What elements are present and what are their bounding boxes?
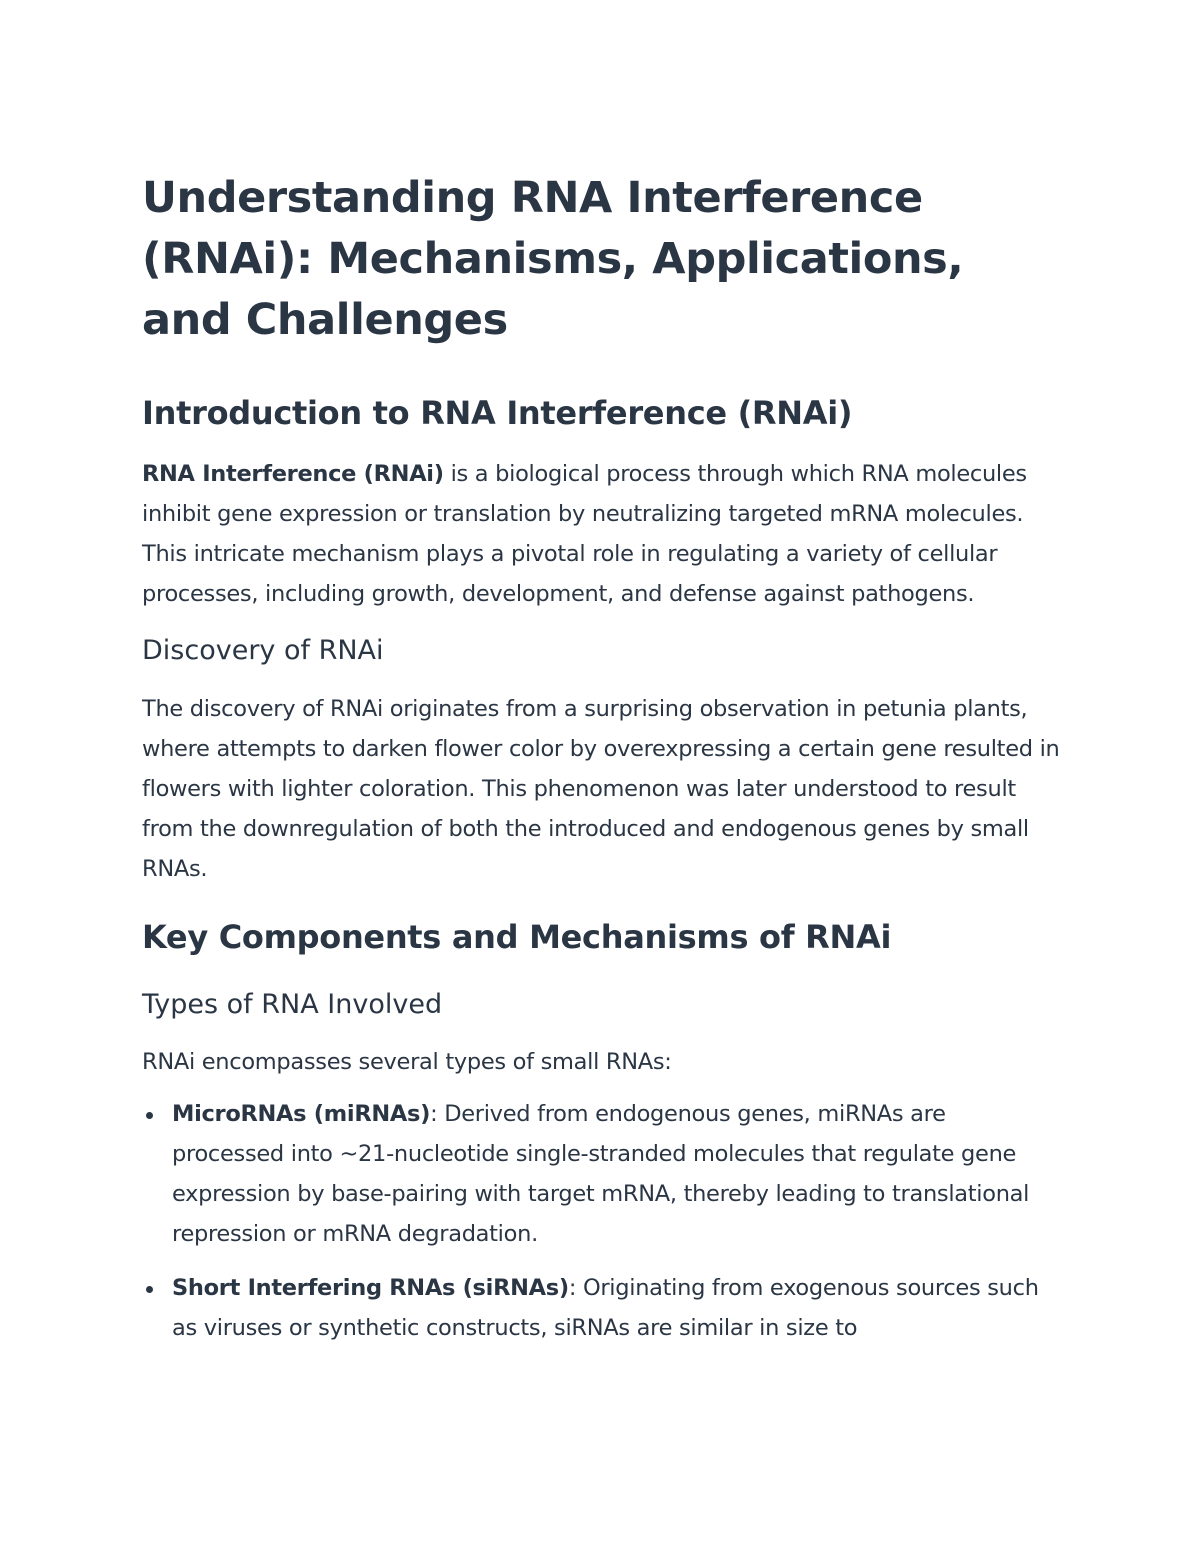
types-intro-paragraph: RNAi encompasses several types of small RNAs: [142, 1049, 672, 1075]
intro-paragraph [142, 454, 1062, 614]
list-item-term: Short Interfering RNAs (siRNAs) [172, 1275, 569, 1301]
intro-lead-text: is a biological process through which RNA molecules inhibit gene expression or translation by neutralizing targeted mRNA molecules. This intricate mechanism plays a pivotal role in regulating a variety of cellular processes, including growth, development, and defense against pathogens. [142, 461, 1027, 607]
document-title: Understanding RNA Interference (RNAi): Mechanisms, Applications, and Challenges [142, 173, 964, 345]
document-page [142, 168, 1062, 1362]
list-item-text: : Originating from exogenous sources such as viruses or synthetic constructs, siRNAs are similar in size to [172, 1275, 1039, 1341]
bullet-icon [146, 1112, 153, 1119]
bullet-icon [146, 1286, 153, 1293]
discovery-paragraph: The discovery of RNAi originates from a surprising observation in petunia plants, where attempts to darken flower color by overexpressing a certain gene resulted in flowers with lighter coloration. This phenomenon was later understood to result from the downregulation of both the introduced and endogenous genes by small RNAs. [142, 696, 1060, 882]
section-heading-key-components: Key Components and Mechanisms of RNAi [142, 918, 892, 956]
list-item [142, 1094, 1062, 1254]
subsection-heading-types: Types of RNA Involved [142, 989, 443, 1020]
subsection-heading-discovery: Discovery of RNAi [142, 635, 384, 666]
list-item-text: : Derived from endogenous genes, miRNAs are processed into ~21-nucleotide single-stranded molecules that regulate gene expression by base-pairing with target mRNA, thereby leading to translational repression or mRNA degradation. [172, 1101, 1030, 1247]
rna-types-list [142, 1094, 1062, 1348]
intro-lead-term: RNA Interference (RNAi) [142, 461, 444, 487]
list-item-term: MicroRNAs (miRNAs) [172, 1101, 431, 1127]
section-heading-introduction: Introduction to RNA Interference (RNAi) [142, 394, 853, 432]
list-item [142, 1268, 1062, 1348]
